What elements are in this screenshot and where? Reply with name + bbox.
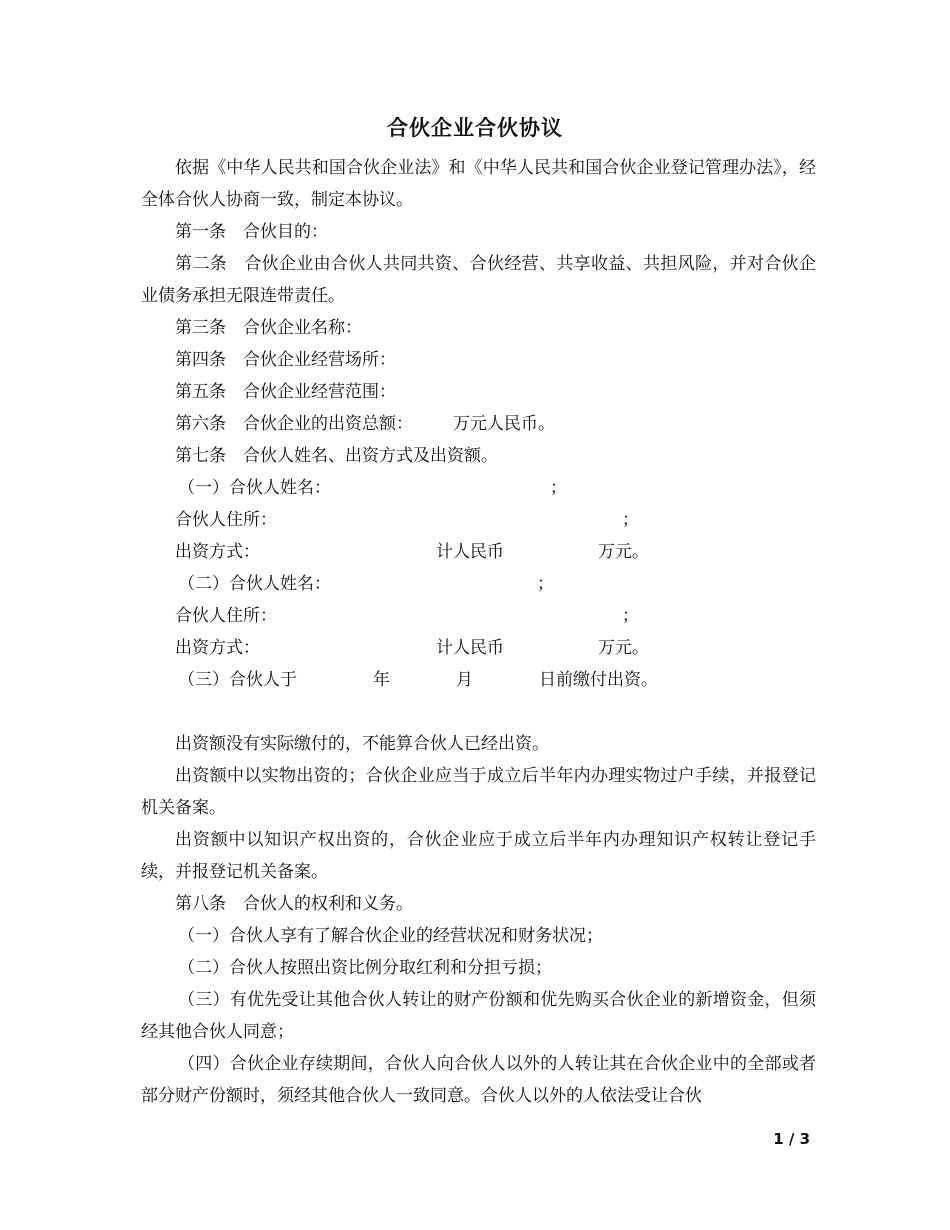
article-8: 第八条 合伙人的权利和义务。	[175, 894, 413, 914]
partner-2-contribution-line	[141, 632, 816, 664]
article-3: 第三条 合伙企业名称：	[175, 318, 362, 338]
page-number: 1 / 3	[773, 1130, 810, 1148]
blank-line	[141, 696, 816, 728]
semicolon: ；	[622, 606, 639, 626]
article-5: 第五条 合伙企业经营范围：	[175, 382, 396, 402]
semicolon: ；	[537, 574, 554, 594]
right-2: （二）合伙人按照出资比例分取红利和分担亏损；	[178, 958, 552, 978]
semicolon: ；	[622, 510, 639, 530]
article-6-unit: 万元人民币。	[453, 414, 555, 434]
wan-yuan-label: 万元。	[598, 638, 649, 658]
unpaid-contribution-paragraph: 出资额没有实际缴付的，不能算合伙人已经出资。	[175, 734, 549, 754]
partner-1-name-label: （一）合伙人姓名：	[178, 478, 331, 498]
rmb-label: 计人民币	[436, 638, 504, 658]
partner-2-address-line	[141, 600, 816, 632]
document-title: 合伙企业合伙协议	[387, 115, 563, 140]
article-6-text: 第六条 合伙企业的出资总额：	[175, 414, 413, 434]
partner-2-name-label: （二）合伙人姓名：	[178, 574, 331, 594]
partner-1-contribution-line	[141, 536, 816, 568]
article-4: 第四条 合伙企业经营场所：	[175, 350, 396, 370]
in-kind-contribution-paragraph: 出资额中以实物出资的；合伙企业应当于成立后半年内办理实物过户手续，并报登记机关备案。	[141, 766, 816, 818]
article-2: 第二条 合伙企业由合伙人共同共资、合伙经营、共享收益、共担风险，并对合伙企业债务承担无限连带责任。	[141, 254, 816, 306]
wan-yuan-label: 万元。	[598, 542, 649, 562]
article-7: 第七条 合伙人姓名、出资方式及出资额。	[175, 446, 498, 466]
article-1: 第一条 合伙目的：	[175, 222, 328, 242]
month-label: 月	[456, 670, 473, 690]
contribution-method-label: 出资方式：	[175, 638, 260, 658]
partner-1-address-line	[141, 504, 816, 536]
payment-deadline-label: （三）合伙人于	[178, 670, 297, 690]
intro-paragraph: 依据《中华人民共和国合伙企业法》和《中华人民共和国合伙企业登记管理办法》，经全体合伙人协商一致，制定本协议。	[141, 158, 816, 210]
contribution-method-label: 出资方式：	[175, 542, 260, 562]
right-1: （一）合伙人享有了解合伙企业的经营状况和财务状况；	[178, 926, 603, 946]
partner-2-name-line	[141, 568, 816, 600]
semicolon: ；	[550, 478, 567, 498]
ip-contribution-paragraph: 出资额中以知识产权出资的，合伙企业应于成立后半年内办理知识产权转让登记手续，并报登记机关备案。	[141, 830, 816, 882]
year-label: 年	[373, 670, 390, 690]
partner-1-name-line	[141, 472, 816, 504]
partner-address-label: 合伙人住所：	[175, 510, 277, 530]
document-body	[141, 152, 816, 1112]
partner-address-label: 合伙人住所：	[175, 606, 277, 626]
payment-deadline-line	[141, 664, 816, 696]
payment-deadline-suffix: 日前缴付出资。	[539, 670, 658, 690]
right-4: （四）合伙企业存续期间，合伙人向合伙人以外的人转让其在合伙企业中的全部或者部分财产份额时，须经其他合伙人一致同意。合伙人以外的人依法受让合伙	[141, 1054, 816, 1106]
rmb-label: 计人民币	[436, 542, 504, 562]
article-6	[141, 408, 816, 440]
right-3: （三）有优先受让其他合伙人转让的财产份额和优先购买合伙企业的新增资金，但须经其他合伙人同意；	[141, 990, 816, 1042]
